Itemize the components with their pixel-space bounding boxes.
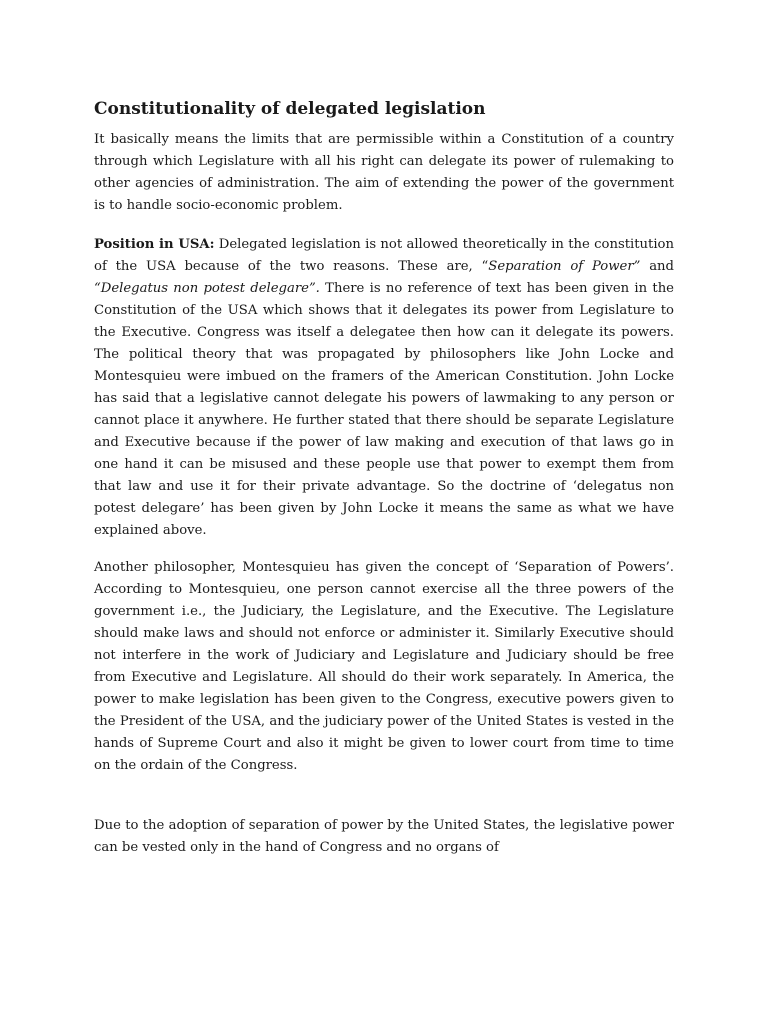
usa-text-b: and	[640, 259, 674, 274]
montesquieu-paragraph: Another philosopher, Montesquieu has given the concept of ‘Separation of Powers’. According to Montesquieu, one person cannot exercise all the three powers of the government i.e., the Judiciary, the Legislature, and the Executive. The Legislature should make laws and should not enforce or administer it. Similarly Executive should not interfere in the work of Judiciary and Legislature and Judiciary should be free from Executive and Legislature. All should do their work separately. In America, the power to make legislation has been given to the Congress, executive powers given to the President of the USA, and the judiciary power of the United States is vested in the hands of Supreme Court and also it might be given to lower court from time to time on the ordain of the Congress.	[94, 560, 674, 773]
usa-text-c: There is no reference of text has been given in the Constitution of the USA which shows that it delegates its power from Legislature to the Executive. Congress was itself a delegatee then how can it delegate its powers. The political theory that was propagated by philosophers like John Locke and Montesquieu were imbued on the framers of the American Constitution. John Locke has said that a legislative cannot delegate his powers of lawmaking to any person or cannot place it anywhere. He further stated that there should be separate Legislature and Executive because if the power of law making and execution of that laws go in one hand it can be misused and these people use that power to exempt them from that law and use it for their private advantage. So the doctrine of ‘delegatus non potest delegare’ has been given by John Locke it means the same as what we have explained above.	[94, 281, 674, 538]
separation-of-power-term: Separation of Power”	[488, 259, 641, 274]
delegatus-term: “Delegatus non potest delegare”.	[94, 281, 320, 296]
document-page	[94, 96, 674, 859]
adoption-paragraph: Due to the adoption of separation of power by the United States, the legislative power can be vested only in the hand of Congress and no organs of	[94, 818, 674, 855]
paragraph-spacer	[94, 217, 674, 234]
document-title: Constitutionality of delegated legislation	[94, 99, 486, 119]
position-in-usa-paragraph	[94, 234, 674, 542]
paragraph-spacer	[94, 777, 674, 815]
usa-text-a: Delegated legislation is not allowed theoretically in the constitution of the USA because of the two reasons. These are, “	[94, 237, 674, 274]
intro-paragraph: It basically means the limits that are permissible within a Constitution of a country through which Legislature with all his right can delegate its power of rulemaking to other agencies of administration. The aim of extending the power of the government is to handle socio-economic problem.	[94, 132, 674, 213]
paragraph-spacer	[94, 542, 674, 557]
position-in-usa-heading: Position in USA:	[94, 237, 215, 252]
